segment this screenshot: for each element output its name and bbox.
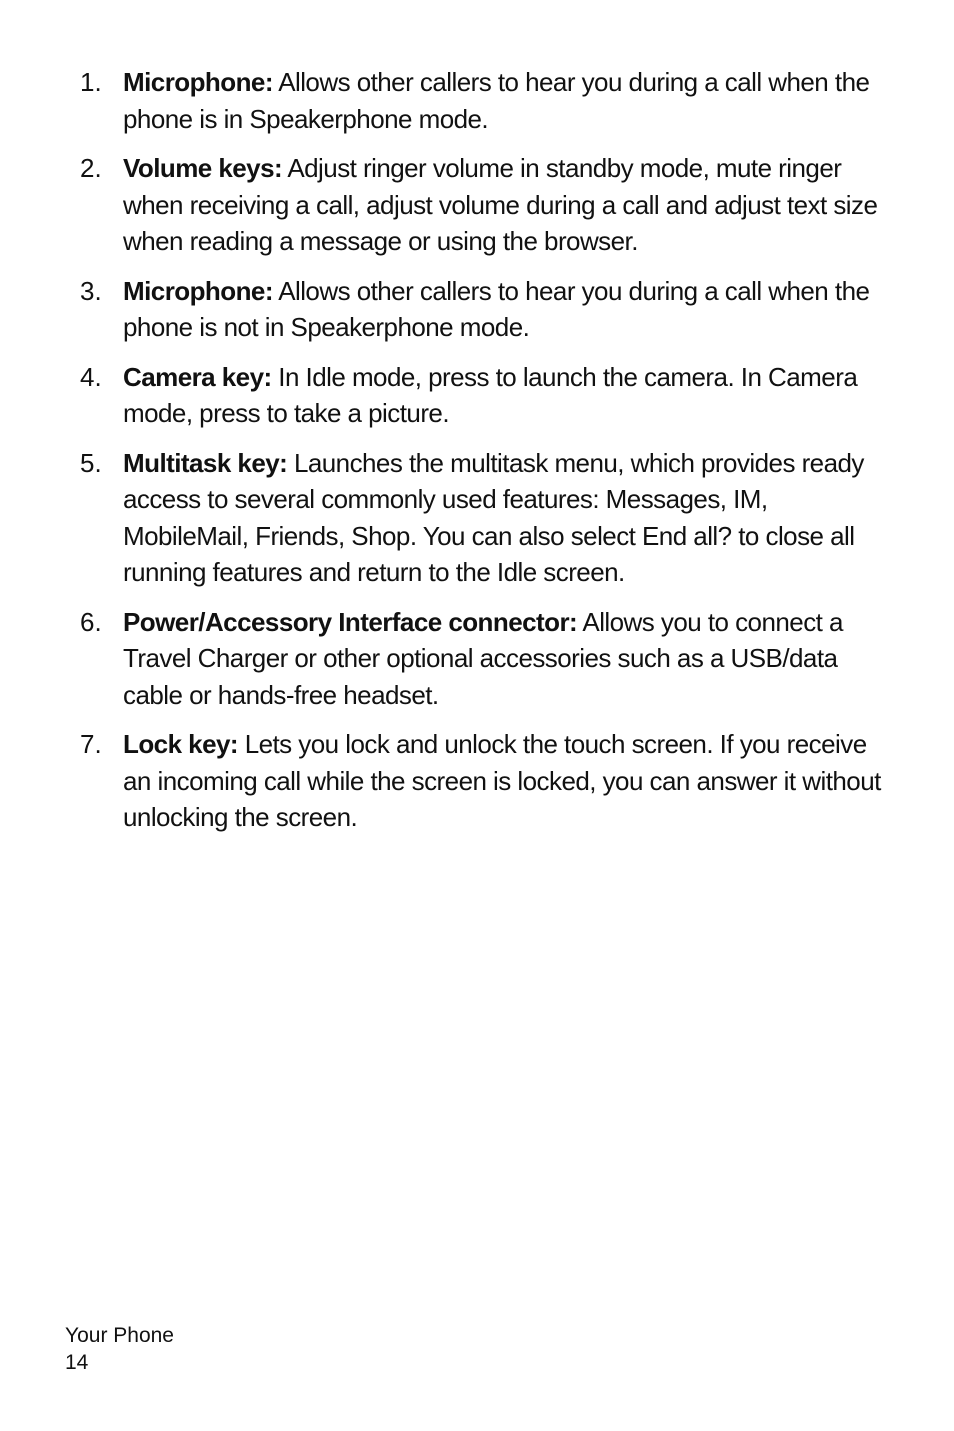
item-number: 7.: [80, 729, 102, 759]
item-text-block: [123, 604, 892, 714]
item-description: Allows other callers to hear you during a call when the phone is not in Speakerphone mode.: [123, 275, 870, 342]
item-number: 5.: [80, 447, 102, 478]
list-item: [0, 604, 954, 714]
item-text-block: [123, 726, 892, 836]
item-term: Microphone:: [123, 67, 273, 97]
numbered-list: [0, 64, 954, 849]
item-text-block: [123, 359, 892, 432]
item-term: Power/Accessory Interface connector:: [123, 606, 578, 637]
item-number: 2.: [80, 153, 102, 183]
item-number: 1.: [80, 67, 102, 97]
item-description: Launches the multitask menu, which provides ready access to several commonly used features: Messages, IM, MobileMail, Friends, Shop. You can also select End all? to close all running features and return to the Idle screen.: [123, 447, 864, 587]
item-term: Microphone:: [123, 275, 273, 306]
item-description: Adjust ringer volume in standby mode, mute ringer when receiving a call, adjust volume during a call and adjust text size when reading a message or using the browser.: [123, 153, 878, 256]
list-item: [0, 359, 954, 432]
item-term: Multitask key:: [123, 447, 288, 478]
item-number: 3.: [80, 275, 102, 306]
list-item: [0, 150, 954, 260]
item-number: 6.: [80, 606, 102, 637]
page-number: 14: [65, 1351, 89, 1374]
item-number: 4.: [80, 361, 102, 392]
item-description: In Idle mode, press to launch the camera. In Camera mode, press to take a picture.: [123, 361, 858, 428]
footer-section-title: Your Phone: [65, 1324, 174, 1347]
item-text-block: [123, 445, 892, 591]
item-text-block: [123, 150, 892, 260]
item-term: Volume keys:: [123, 153, 283, 183]
list-item: [0, 64, 954, 137]
list-item: [0, 445, 954, 591]
item-text-block: [123, 273, 892, 346]
item-description: Allows other callers to hear you during a call when the phone is in Speakerphone mode.: [123, 67, 870, 134]
item-text-block: [123, 64, 892, 137]
list-item: [0, 726, 954, 836]
item-term: Camera key:: [123, 361, 272, 392]
item-description: Lets you lock and unlock the touch screen. If you receive an incoming call while the screen is locked, you can answer it without unlocking the screen.: [123, 729, 881, 832]
item-description: Allows you to connect a Travel Charger or other optional accessories such as a USB/data cable or hands-free headset.: [123, 606, 843, 710]
page-footer: [65, 1322, 174, 1376]
list-item: [0, 273, 954, 346]
item-term: Lock key:: [123, 729, 238, 759]
